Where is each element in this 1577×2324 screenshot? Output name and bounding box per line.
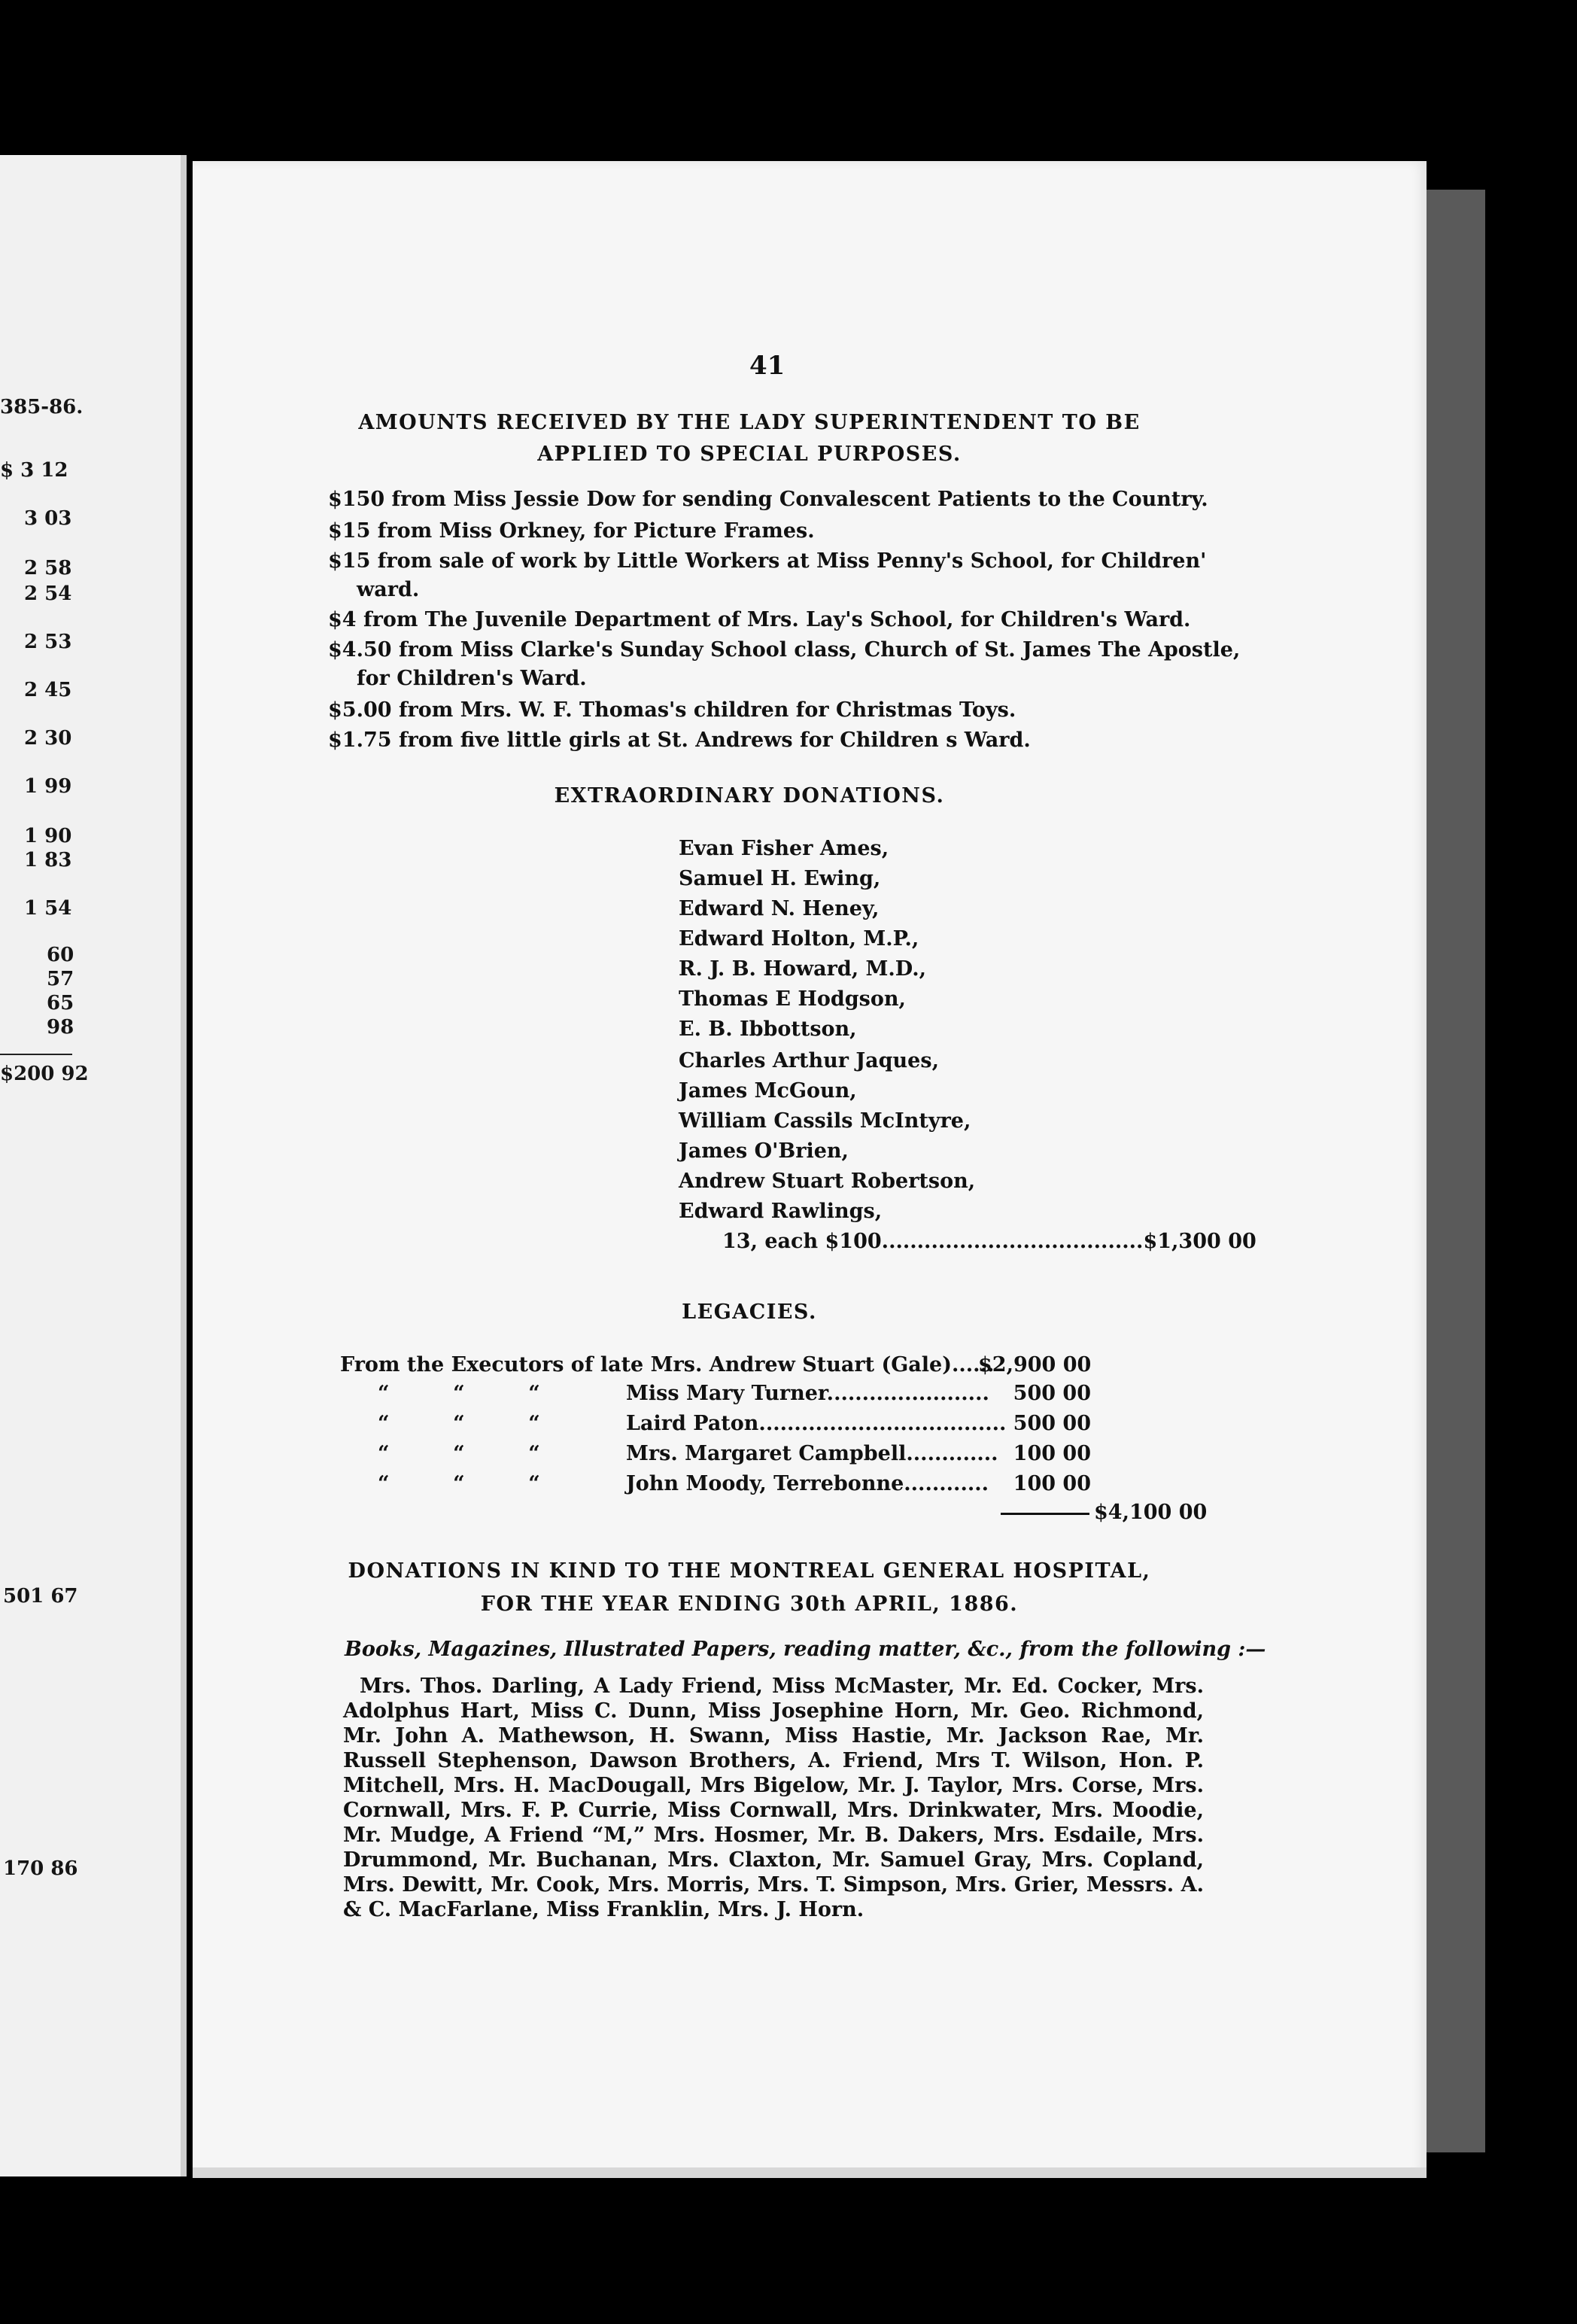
special-purposes-heading: APPLIED TO SPECIAL PURPOSES. [537,443,962,466]
left-page-fragment [0,155,187,2176]
legacy-row-label: Miss Mary Turner....................... [626,1382,989,1405]
left-page-header: 385-86. [0,396,84,418]
special-item: $4 from The Juvenile Department of Mrs. Lay's School, for Children's Ward. [328,608,1191,631]
legacies-total: $4,100 00 [1094,1501,1208,1524]
legacy-amount: $2,900 00 [978,1353,1092,1376]
donor-name: Evan Fisher Ames, [679,837,889,860]
special-item-continuation: for Children's Ward. [357,667,587,690]
legacy-amount: 500 00 [1013,1382,1091,1405]
left-page-amount: 501 67 [3,1585,78,1608]
special-item: $4.50 from Miss Clarke's Sunday School class, Church of St. James The Apostle, [328,638,1241,662]
special-purposes-heading: AMOUNTS RECEIVED BY THE LADY SUPERINTENDENT TO BE [358,411,1141,434]
page-shadow [1427,190,1485,2152]
page-bottom-edge [193,2167,1427,2178]
in-kind-intro: Books, Magazines, Illustrated Papers, reading matter, &c., from the following :— [345,1638,1266,1661]
donor-name: E. B. Ibbottson, [679,1018,857,1041]
document-page [193,161,1427,2178]
legacy-row-label: Mrs. Margaret Campbell............. [626,1442,998,1465]
legacy-amount: 100 00 [1013,1442,1091,1465]
legacy-row-label: Laird Paton................................... [626,1412,1007,1435]
donor-name: Thomas E Hodgson, [679,987,906,1011]
donor-name: Edward Rawlings, [679,1200,883,1223]
left-page-amount: 2 54 [24,583,72,605]
donor-name: James McGoun, [679,1079,857,1103]
legacy-amount: 500 00 [1013,1412,1091,1435]
donor-name: Samuel H. Ewing, [679,867,881,890]
left-page-amount: 170 86 [3,1857,78,1880]
legacy-amount: 100 00 [1013,1472,1091,1495]
donor-name: R. J. B. Howard, M.D., [679,957,927,981]
left-page-amount: $200 92 [0,1063,89,1085]
special-item-continuation: ward. [357,578,420,601]
special-item: $15 from sale of work by Little Workers at Miss Penny's School, for Children' [328,549,1207,573]
donor-name: Edward Holton, M.P., [679,927,919,951]
left-page-amount: 2 45 [24,679,72,701]
in-kind-heading: DONATIONS IN KIND TO THE MONTREAL GENERAL HOSPITAL, [348,1559,1151,1583]
left-page-amount: 2 53 [24,631,72,653]
donor-name: William Cassils McIntyre, [679,1109,971,1133]
legacies-heading: LEGACIES. [682,1300,817,1324]
left-page-amount: 2 30 [24,727,72,750]
left-page-amount: $ 3 12 [0,459,68,482]
left-page-amount: 60 [47,944,74,966]
left-page-amount: 1 83 [24,849,72,872]
donor-name: Edward N. Heney, [679,897,880,920]
in-kind-heading: FOR THE YEAR ENDING 30th APRIL, 1886. [480,1592,1019,1616]
legacies-total-rule [1001,1513,1089,1515]
left-page-spine [181,155,187,2176]
left-page-amount: 1 99 [24,775,72,798]
special-item: $15 from Miss Orkney, for Picture Frames. [328,519,815,543]
donor-name: Charles Arthur Jaques, [679,1049,939,1072]
special-item: $150 from Miss Jessie Dow for sending Convalescent Patients to the Country. [328,488,1208,511]
left-page-rule [0,1054,72,1055]
left-page-amount: 2 58 [24,557,72,579]
legacy-row-label: From the Executors of late Mrs. Andrew Stuart (Gale)...... [340,1353,995,1376]
left-page-amount: 1 54 [24,897,72,920]
page-number: 41 [749,351,785,381]
ditto-marks: “ “ “ [378,1382,540,1405]
ditto-marks: “ “ “ [378,1442,540,1465]
left-page-amount: 3 03 [24,507,72,530]
left-page-amount: 65 [47,992,74,1014]
left-page-amount: 57 [47,968,74,990]
special-item: $5.00 from Mrs. W. F. Thomas's children for Christmas Toys. [328,698,1016,722]
legacy-row-label: John Moody, Terrebonne............ [626,1472,989,1495]
donor-name: Andrew Stuart Robertson, [679,1170,976,1193]
extraordinary-total: 13, each $100.....................................$1,300 00 [722,1230,1256,1253]
special-item: $1.75 from five little girls at St. Andrews for Children s Ward. [328,729,1031,752]
ditto-marks: “ “ “ [378,1412,540,1435]
left-page-amount: 98 [47,1016,74,1039]
left-page-amount: 1 90 [24,825,72,847]
extraordinary-donations-heading: EXTRAORDINARY DONATIONS. [554,784,945,808]
donor-name: James O'Brien, [679,1139,849,1163]
ditto-marks: “ “ “ [378,1472,540,1495]
in-kind-donor-list: Mrs. Thos. Darling, A Lady Friend, Miss McMaster, Mr. Ed. Cocker, Mrs. Adolphus Hart, Miss C. Dunn, Miss Josephine Horn, Mr. Geo. Richmond, Mr. John A. Mathewson, H. Swann, Miss Hastie, Mr. Jackson Rae, Mr. Russell Stephenson, Dawson Brothers, A. Friend, Mrs T. Wilson, Hon. P. Mitchell, Mrs. H. MacDougall, Mrs Bigelow, Mr. J. Taylor, Mrs. Corse, Mrs. Cornwall, Mrs. F. P. Currie, Miss Cornwall, Mrs. Drinkwater, Mrs. Moodie, Mr. Mudge, A Friend “M,” Mrs. Hosmer, Mr. B. Dakers, Mrs. Esdaile, Mrs. Drummond, Mr. Buchanan, Mrs. Claxton, Mr. Samuel Gray, Mrs. Copland, Mrs. Dewitt, Mr. Cook, Mrs. Morris, Mrs. T. Simpson, Mrs. Grier, Messrs. A. & C. MacFarlane, Miss Franklin, Mrs. J. Horn. [343,1675,1204,1921]
